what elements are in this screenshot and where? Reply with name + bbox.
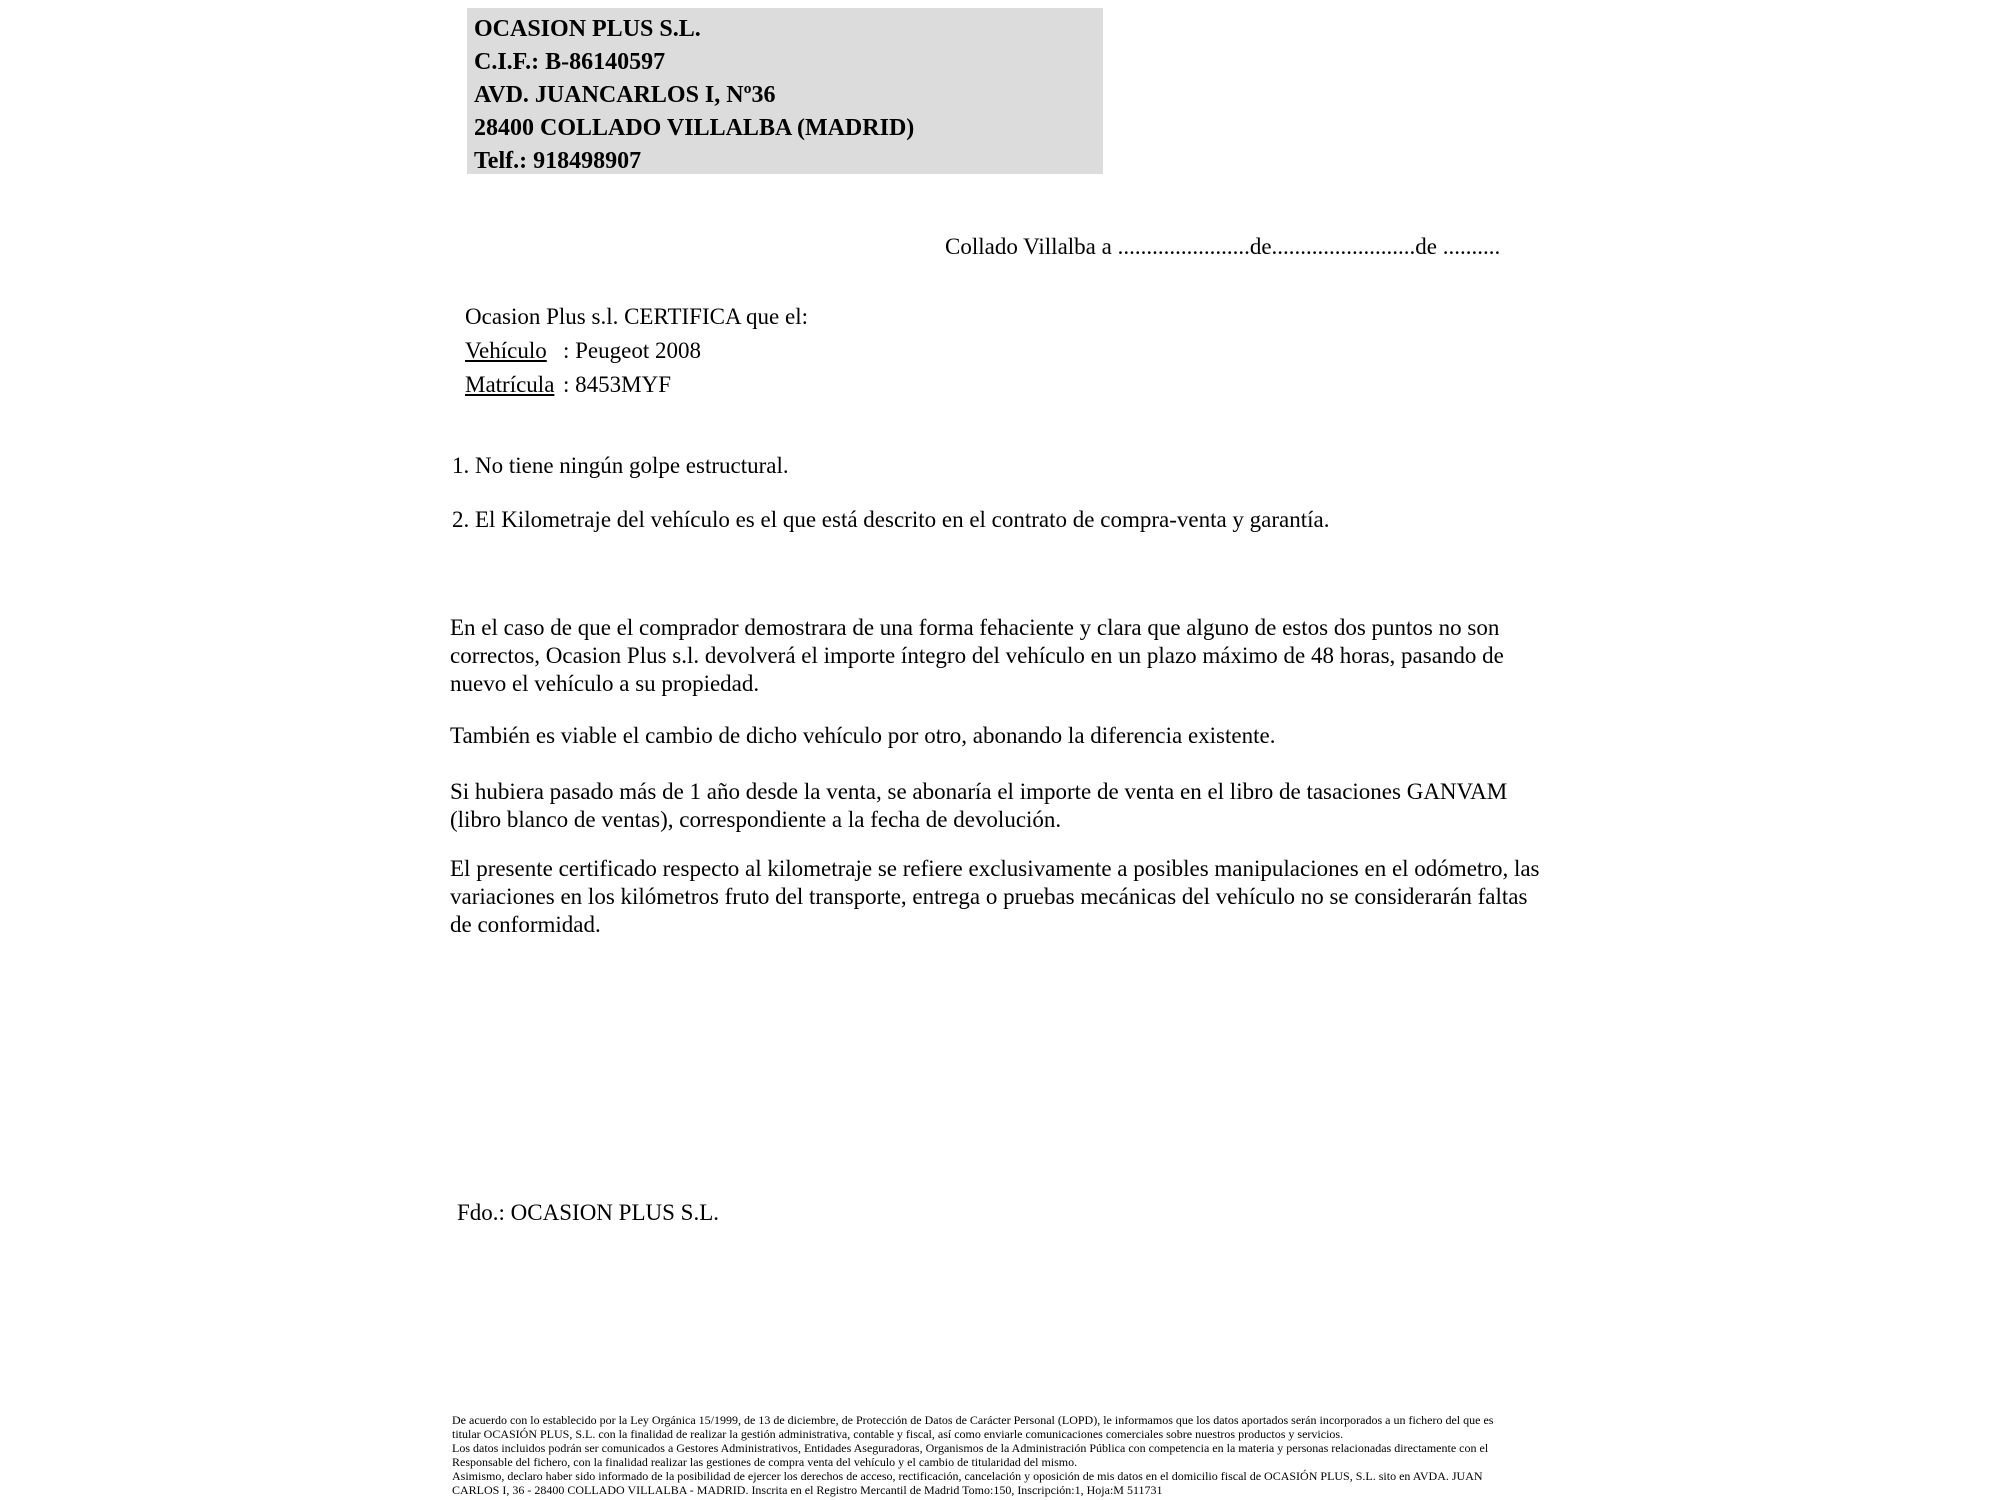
plate-label: Matrícula bbox=[465, 372, 555, 397]
paragraph-exchange-option: También es viable el cambio de dicho vehículo por otro, abonando la diferencia existente. bbox=[450, 723, 1276, 748]
clause-structural: 1. No tiene ningún golpe estructural. bbox=[452, 453, 789, 478]
signature-line: Fdo.: OCASION PLUS S.L. bbox=[457, 1200, 719, 1225]
certify-intro: Ocasion Plus s.l. CERTIFICA que el: bbox=[465, 304, 808, 329]
legal-paragraph-lopd: De acuerdo con lo establecido por la Ley Orgánica 15/1999, de 13 de diciembre, de Protección de Datos de Carácter Personal (LOPD), le informamos que los datos aportados serán incorporados a un fichero del que es titular OCASIÓN PLUS, S.L. con la finalidad de realizar la gestión administrativa, contable y fiscal, así como enviarle comunicaciones comerciales sobre nuestros productos y servicios. bbox=[452, 1413, 1494, 1441]
vehicle-row bbox=[465, 334, 808, 368]
company-address: AVD. JUANCARLOS I, Nº36 bbox=[474, 82, 776, 108]
vehicle-label: Vehículo bbox=[465, 338, 547, 363]
company-header-box bbox=[467, 8, 1103, 174]
plate-row bbox=[465, 368, 808, 402]
date-line: Collado Villalba a .......................de.........................de .......... bbox=[945, 234, 1501, 259]
company-city: 28400 COLLADO VILLALBA (MADRID) bbox=[474, 115, 915, 141]
legal-paragraph-data-sharing: Los datos incluidos podrán ser comunicados a Gestores Administrativos, Entidades Aseguradoras, Organismos de la Administración Pública con competencia en la materia y personas relacionadas directamente con el Responsable del fichero, con la finalidad realizar las gestiones de compra venta del vehículo y el cambio de titularidad del mismo. bbox=[452, 1440, 1489, 1469]
legal-notice bbox=[452, 1414, 1510, 1497]
clause-mileage: 2. El Kilometraje del vehículo es el que está descrito en el contrato de compra-venta y garantía. bbox=[452, 507, 1330, 532]
plate-value: : 8453MYF bbox=[563, 372, 671, 397]
vehicle-value: : Peugeot 2008 bbox=[563, 338, 701, 363]
paragraph-ganvam-valuation: Si hubiera pasado más de 1 año desde la venta, se abonaría el importe de venta en el libro de tasaciones GANVAM (libro blanco de ventas), correspondiente a la fecha de devolución. bbox=[450, 779, 1508, 832]
company-cif: C.I.F.: B-86140597 bbox=[474, 49, 666, 75]
legal-paragraph-rights: Asimismo, declaro haber sido informado de la posibilidad de ejercer los derechos de acceso, rectificación, cancelación y oposición de mis datos en el domicilio fiscal de OCASIÓN PLUS, S.L. sito en AVDA. JUAN CARLOS I, 36 - 28400 COLLADO VILLALBA - MADRID. Inscrita en el Registro Mercantil de Madrid Tomo:150, Inscripción:1, Hoja:M 511731 bbox=[452, 1468, 1483, 1497]
paragraph-refund-policy: En el caso de que el comprador demostrara de una forma fehaciente y clara que alguno de estos dos puntos no son correctos, Ocasion Plus s.l. devolverá el importe íntegro del vehículo en un plazo máximo de 48 horas, pasando de nuevo el vehículo a su propiedad. bbox=[450, 615, 1504, 696]
paragraph-odometer-disclaimer: El presente certificado respecto al kilometraje se refiere exclusivamente a posibles manipulaciones en el odómetro, las variaciones en los kilómetros fruto del transporte, entrega o pruebas mecánicas del vehículo no se considerarán faltas de conformidad. bbox=[450, 856, 1540, 937]
company-phone: Telf.: 918498907 bbox=[474, 148, 642, 174]
certify-block bbox=[465, 300, 808, 402]
company-name: OCASION PLUS S.L. bbox=[474, 16, 701, 42]
